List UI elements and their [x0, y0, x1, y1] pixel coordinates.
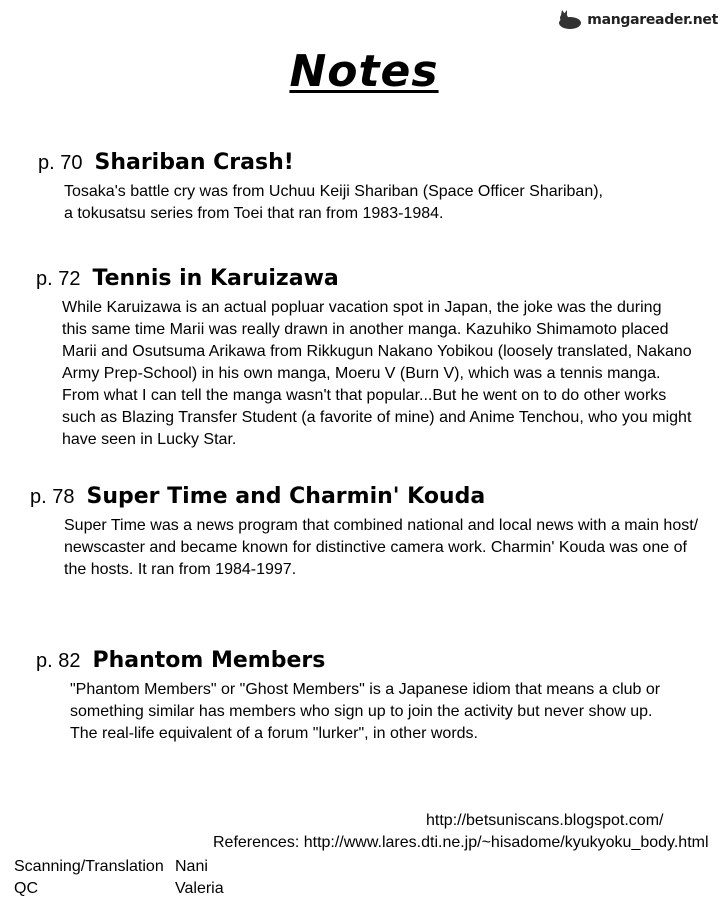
note-header [36, 266, 692, 291]
note-line: From what I can tell the manga wasn't that popular...But he went on to do other works [62, 387, 667, 404]
reference-blog-link[interactable]: http://betsuniscans.blogspot.com/ [426, 812, 664, 829]
note-heading: Tennis in Karuizawa [92, 266, 339, 291]
note-line: have seen in Lucky Star. [62, 431, 237, 448]
page-title-wrap [0, 46, 728, 97]
note-p78 [30, 484, 698, 581]
credit-row [14, 878, 224, 900]
credit-role: Scanning/Translation [14, 858, 164, 875]
note-line: The real-life equivalent of a forum "lurker", in other words. [70, 725, 478, 742]
note-line: the hosts. It ran from 1984-1997. [64, 561, 297, 578]
note-body [64, 181, 603, 225]
note-page-number: p. 70 [38, 152, 83, 174]
note-body [70, 679, 660, 745]
credits [14, 856, 224, 900]
note-p82 [36, 648, 660, 745]
note-body [64, 515, 698, 581]
watermark [557, 10, 718, 30]
credit-row [14, 856, 224, 878]
note-line: "Phantom Members" or "Ghost Members" is a Japanese idiom that means a club or [70, 681, 661, 698]
note-line: such as Blazing Transfer Student (a favorite of mine) and Anime Tenchou, who you might [62, 409, 692, 426]
note-page-number: p. 72 [36, 268, 81, 290]
reference-url-link[interactable]: http://www.lares.dti.ne.jp/~hisadome/kyukyoku_body.html [303, 834, 709, 851]
note-header [38, 150, 603, 175]
note-p70 [38, 150, 603, 225]
note-line: Army Prep-School) in his own manga, Moeru V (Burn V), which was a tennis manga. [62, 365, 661, 382]
note-line: this same time Marii was really drawn in another manga. Kazuhiko Shimamoto placed [62, 321, 669, 338]
note-header [30, 484, 698, 509]
credit-role: QC [14, 880, 38, 897]
credit-name: Nani [175, 858, 208, 875]
note-line: Tosaka's battle cry was from Uchuu Keiji Shariban (Space Officer Shariban), [64, 183, 603, 200]
page-title: Notes [289, 46, 439, 97]
watermark-text: mangareader.net [587, 12, 718, 28]
note-heading: Phantom Members [92, 648, 326, 673]
note-page-number: p. 78 [30, 486, 75, 508]
note-line: Marii and Osutsuma Arikawa from Rikkugun Nakano Yobikou (loosely translated, Nakano [62, 343, 692, 360]
note-header [36, 648, 660, 673]
references-line [213, 834, 709, 852]
note-heading: Shariban Crash! [94, 150, 294, 175]
note-line: a tokusatsu series from Toei that ran from 1983-1984. [64, 205, 444, 222]
note-line: While Karuizawa is an actual popluar vacation spot in Japan, the joke was the during [62, 299, 662, 316]
note-heading: Super Time and Charmin' Kouda [86, 484, 486, 509]
credit-name: Valeria [175, 880, 224, 897]
note-page-number: p. 82 [36, 650, 81, 672]
note-line: Super Time was a news program that combined national and local news with a main host/ [64, 517, 699, 534]
note-body [62, 297, 692, 451]
note-line: something similar has members who sign up to join the activity but never show up. [70, 703, 653, 720]
cat-logo-icon [557, 10, 583, 30]
note-p72 [36, 266, 692, 451]
note-line: newscaster and became known for distinctive camera work. Charmin' Kouda was one of [64, 539, 687, 556]
references-label: References: [213, 834, 300, 851]
